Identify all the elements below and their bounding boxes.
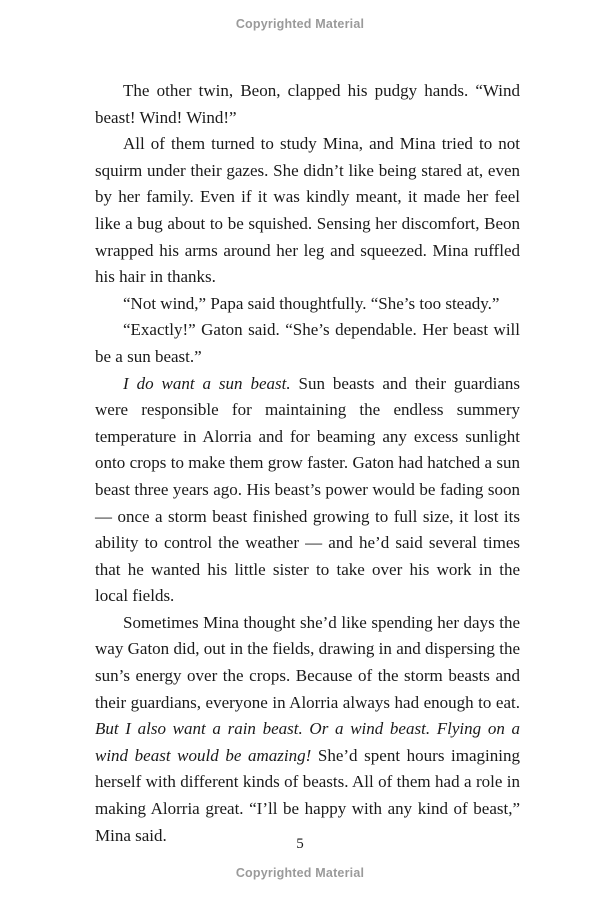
paragraph bbox=[95, 291, 520, 318]
italic-text-run: But I also want a rain beast. Or a wind beast. Flying on a wind beast would be amazing! bbox=[95, 719, 520, 765]
text-run: Sun beasts and their guardians were responsible for maintaining the endless summery temperature in Alorria and for beaming any excess sunlight onto crops to make them grow faster. Gaton had hatched a sun beast three years ago. His beast’s power would be fading soon — once a storm beast finished growing to full size, it lost its ability to control the weather — and he’d said several times that he wanted his little sister to take over his work in the local fields. bbox=[95, 373, 520, 606]
text-run: “Exactly!” Gaton said. “She’s dependable. Her beast will be a sun beast.” bbox=[95, 320, 520, 366]
watermark-bottom: Copyrighted Material bbox=[235, 866, 365, 880]
italic-text-run: want a sun beast. bbox=[161, 373, 291, 393]
watermark-top: Copyrighted Material bbox=[235, 17, 365, 31]
italic-text-run: I do bbox=[123, 373, 162, 393]
paragraph bbox=[95, 131, 520, 291]
text-run: She’d spent hours imagining herself with different kinds of beasts. All of them had a role in making Alorria great. “I’ll be happy with any kind of beast,” Mina said. bbox=[95, 745, 520, 845]
paragraph bbox=[95, 610, 520, 849]
text-run: All of them turned to study Mina, and Mina tried to not squirm under their gazes. She didn’t like being stared at, even by her family. Even if it was kindly meant, it made her feel like a bug about to be squished. Sensing her discomfort, Beon wrapped his arms around her leg and squeezed. Mina ruffled his hair in thanks. bbox=[95, 134, 520, 287]
page-number: 5 bbox=[296, 836, 304, 852]
paragraph bbox=[95, 371, 520, 610]
paragraph bbox=[95, 317, 520, 370]
text-run: “Not wind,” Papa said thoughtfully. “She’s too steady.” bbox=[123, 293, 500, 313]
text-run: Sometimes Mina thought she’d like spending her days the way Gaton did, out in the fields, drawing in and dispersing the sun’s energy over the crops. Because of the storm beasts and their guardians, everyone in Alorria always had enough to eat. bbox=[95, 612, 520, 712]
text-run: The other twin, Beon, clapped his pudgy hands. “Wind beast! Wind! Wind!” bbox=[95, 81, 520, 127]
body-text bbox=[95, 78, 520, 849]
paragraph bbox=[95, 78, 520, 131]
